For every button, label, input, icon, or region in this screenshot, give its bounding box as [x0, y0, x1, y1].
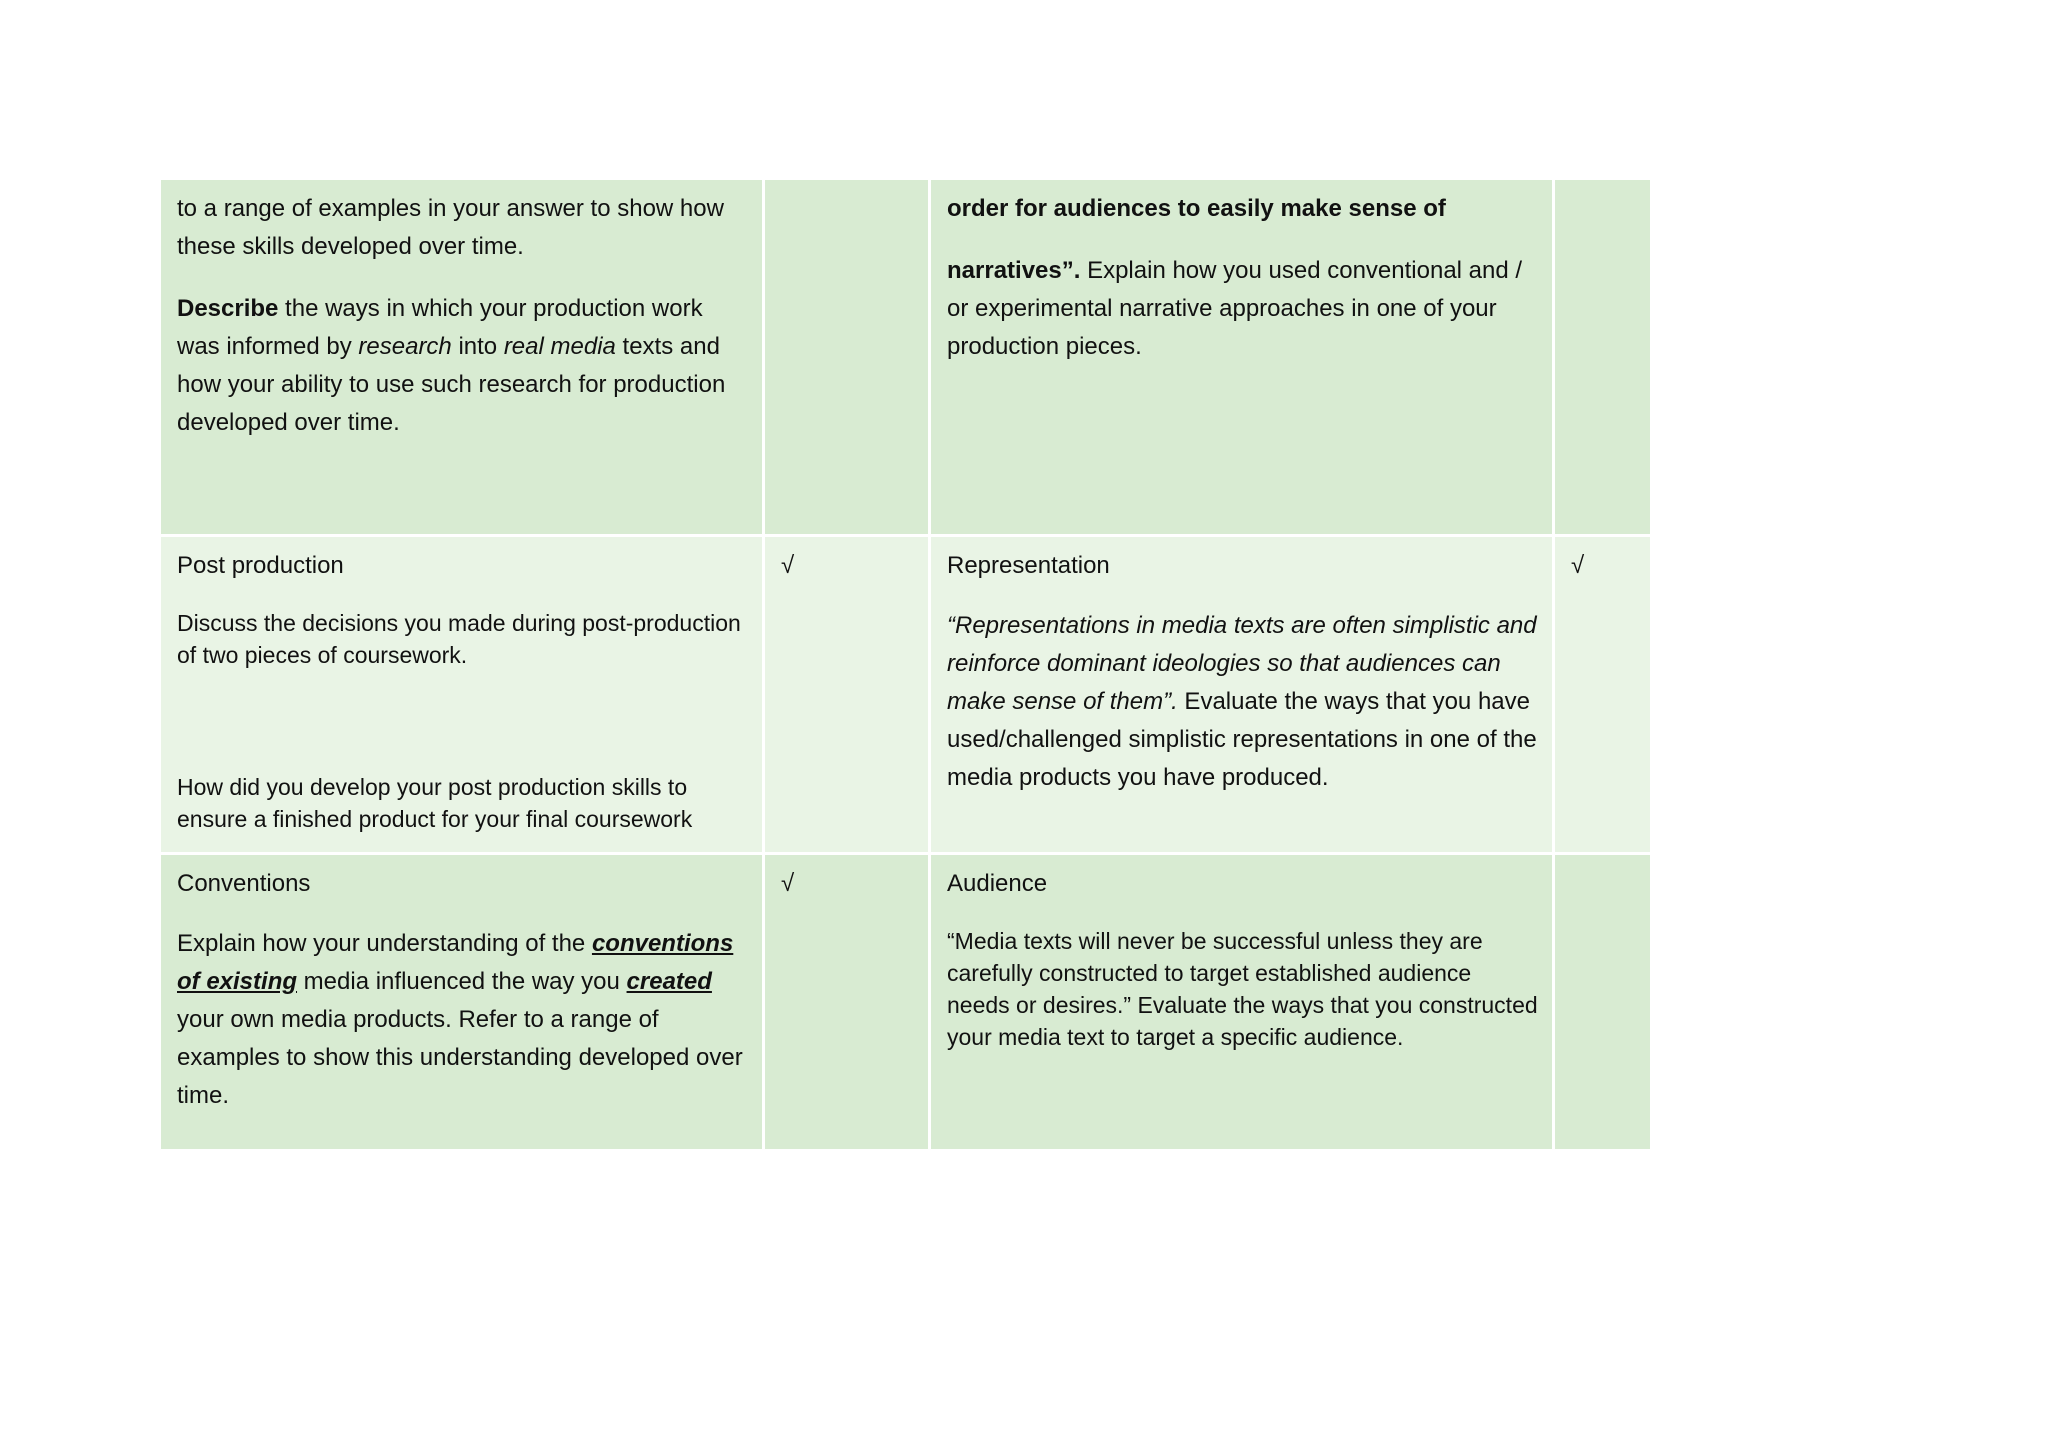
- conventions-cell: [160, 854, 764, 1151]
- italic-term: real media: [503, 333, 616, 360]
- text-span: the ways in which your production work was informed by: [177, 295, 703, 360]
- cell-paragraph: “Media texts will never be successful unless they are carefully constructed to target established audience needs or desires.” Evaluate the ways that you constructed your media text to target a specific audience.: [947, 928, 1538, 1050]
- cell-paragraph: [177, 925, 748, 1115]
- tick-mark: √: [781, 552, 795, 579]
- tick-mark: √: [1571, 552, 1585, 579]
- assessment-table: [158, 177, 1653, 1152]
- tick-cell: [764, 536, 930, 854]
- tick-mark: √: [781, 870, 795, 897]
- text-span: into: [451, 333, 504, 360]
- text-span: Explain how you used conventional and / or experimental narrative approaches in one of your production pieces.: [947, 257, 1523, 360]
- representation-cell: [930, 536, 1554, 854]
- research-cell: [160, 179, 764, 536]
- table-row: [160, 536, 1652, 854]
- text-span: Evaluate the ways that you have used/challenged simplistic representations in one of the media products you have produced.: [947, 688, 1537, 791]
- cell-paragraph: to a range of examples in your answer to show how these skills developed over time.: [177, 195, 724, 260]
- cell-paragraph: [947, 607, 1538, 797]
- narrative-cell: [930, 179, 1554, 536]
- bold-term: order for audiences to easily make sense of: [947, 195, 1446, 222]
- cell-paragraph: How did you develop your post production skills to ensure a finished product for your final coursework: [177, 774, 693, 832]
- table-row: [160, 854, 1652, 1151]
- emphasis-term: created: [626, 968, 712, 995]
- cell-paragraph: [177, 290, 748, 442]
- cell-paragraph: [947, 252, 1538, 366]
- italic-term: research: [358, 333, 452, 360]
- text-span: your own media products. Refer to a range of examples to show this understanding developed over time.: [177, 1006, 743, 1109]
- cell-paragraph: Discuss the decisions you made during post-production of two pieces of coursework.: [177, 610, 741, 668]
- text-span: Explain how your understanding of the: [177, 930, 592, 957]
- cell-heading: Conventions: [177, 870, 311, 897]
- table-row: [160, 179, 1652, 536]
- cell-paragraph: [947, 190, 1538, 228]
- text-span: texts and how your ability to use such research for production developed over time.: [177, 333, 726, 436]
- tick-cell: [1554, 536, 1652, 854]
- audience-cell: [930, 854, 1554, 1151]
- tick-cell: [1554, 179, 1652, 536]
- emphasis-term: conventions of existing: [177, 930, 734, 995]
- tick-cell: [764, 179, 930, 536]
- spacer: [177, 695, 748, 771]
- tick-cell: [764, 854, 930, 1151]
- bold-term: narratives”.: [947, 257, 1081, 284]
- italic-quote: “Representations in media texts are often simplistic and reinforce dominant ideologies so that audiences can make sense of them”.: [947, 612, 1537, 715]
- text-span: media influenced the way you: [297, 968, 627, 995]
- cell-heading: Representation: [947, 552, 1110, 579]
- post-production-cell: [160, 536, 764, 854]
- bold-term: Describe: [177, 295, 279, 322]
- cell-heading: Audience: [947, 870, 1048, 897]
- tick-cell: [1554, 854, 1652, 1151]
- cell-heading: Post production: [177, 552, 344, 579]
